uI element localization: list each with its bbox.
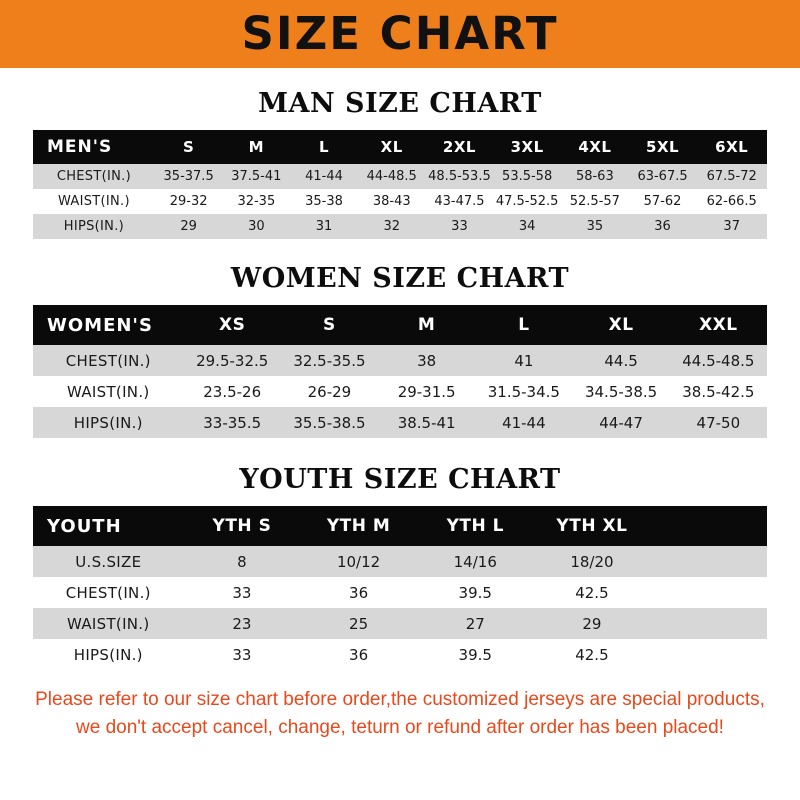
- man-row-2-cell-8: 37: [723, 219, 740, 234]
- man-row-0-cell-5: 53.5-58: [502, 169, 553, 184]
- man-row-1-cell-5: 47.5-52.5: [495, 194, 559, 209]
- man-header-row: [33, 130, 767, 164]
- man-row-2-cell-2: 31: [315, 219, 333, 234]
- man-header-cell-1: S: [182, 138, 195, 156]
- man-row-1-cell-1: 32-35: [237, 194, 276, 209]
- youth-header-cell-4: YTH XL: [556, 516, 628, 536]
- youth-row-1-cell-2: 39.5: [458, 583, 492, 602]
- women-row-1-cell-2: 29-31.5: [397, 382, 456, 401]
- women-table-body: [33, 345, 767, 438]
- women-row-1-cell-0: 23.5-26: [203, 382, 262, 401]
- women-row-2-cell-0: 33-35.5: [203, 413, 262, 432]
- youth-header-cell-2: YTH M: [326, 516, 391, 536]
- youth-row-2-cell-4: [650, 608, 767, 639]
- man-row-0-cell-7: 63-67.5: [637, 169, 688, 184]
- man-row-2-cell-4: 33: [451, 219, 468, 234]
- man-row-1-label: WAIST(IN.): [57, 194, 130, 209]
- youth-row-3-cell-1: 36: [349, 645, 369, 664]
- youth-header-cell-3: YTH L: [446, 516, 504, 536]
- youth-row-0-cell-4: [650, 546, 767, 577]
- man-row-0-cell-8: 67.5-72: [706, 169, 757, 184]
- women-row-2-cell-2: 38.5-41: [397, 413, 456, 432]
- man-section-title: MAN SIZE CHART: [258, 88, 542, 119]
- man-row-2-cell-7: 36: [654, 219, 671, 234]
- man-header-cell-3: L: [319, 138, 330, 156]
- header-banner: [0, 0, 800, 68]
- youth-row-0-label: U.S.SIZE: [75, 552, 142, 571]
- man-row-1-cell-4: 43-47.5: [434, 194, 485, 209]
- table-row: [33, 639, 767, 670]
- women-row-0-cell-4: 44.5: [604, 351, 638, 370]
- women-header-cell-4: L: [518, 315, 530, 335]
- youth-row-1-cell-4: [650, 577, 767, 608]
- page-title: SIZE CHART: [241, 7, 559, 60]
- women-header-cell-2: S: [323, 315, 336, 335]
- women-header-row: [33, 305, 767, 345]
- youth-row-0-cell-0: 8: [237, 552, 247, 571]
- man-header-cell-0: MEN'S: [47, 137, 113, 157]
- women-header-cell-5: XL: [608, 315, 634, 335]
- youth-row-3-label: HIPS(IN.): [73, 645, 143, 664]
- man-row-2-cell-6: 35: [586, 219, 604, 234]
- youth-header-row: [33, 506, 767, 546]
- women-row-1-cell-3: 31.5-34.5: [487, 382, 560, 401]
- youth-row-0-cell-2: 14/16: [453, 552, 497, 571]
- youth-row-2-label: WAIST(IN.): [67, 614, 150, 633]
- man-row-1-cell-8: 62-66.5: [706, 194, 757, 209]
- women-row-1-cell-4: 34.5-38.5: [584, 382, 658, 401]
- women-row-0-cell-5: 44.5-48.5: [682, 351, 755, 370]
- women-row-2-cell-1: 35.5-38.5: [293, 413, 366, 432]
- youth-row-1-cell-1: 36: [349, 583, 369, 602]
- women-section-title: WOMEN SIZE CHART: [230, 263, 570, 294]
- women-header-cell-0: WOMEN'S: [47, 314, 153, 336]
- banner-band-left: [0, 0, 120, 68]
- youth-header-cell-1: YTH S: [212, 516, 272, 536]
- table-row: [33, 376, 767, 407]
- youth-row-2-cell-1: 25: [349, 614, 369, 633]
- women-size-table: [33, 305, 767, 438]
- man-row-2-cell-3: 32: [383, 219, 401, 234]
- women-row-2-label: HIPS(IN.): [73, 413, 143, 432]
- youth-row-2-cell-2: 27: [465, 614, 485, 633]
- youth-row-3-cell-2: 39.5: [458, 645, 492, 664]
- table-row: [33, 345, 767, 376]
- women-row-2-cell-4: 44-47: [599, 413, 643, 432]
- table-row: [33, 577, 767, 608]
- women-row-0-label: CHEST(IN.): [65, 351, 151, 370]
- youth-row-1-cell-3: 42.5: [575, 583, 609, 602]
- man-header-cell-8: 5XL: [646, 138, 680, 156]
- youth-row-1-cell-0: 33: [232, 583, 252, 602]
- table-row: [33, 189, 767, 214]
- table-row: [33, 546, 767, 577]
- youth-header-cell-5: [650, 506, 767, 546]
- women-row-1-cell-1: 26-29: [307, 382, 352, 401]
- man-row-2-cell-1: 30: [248, 219, 265, 234]
- man-row-1-cell-6: 52.5-57: [569, 194, 620, 209]
- youth-header-cell-0: YOUTH: [47, 515, 122, 537]
- youth-row-2-cell-0: 23: [232, 614, 252, 633]
- youth-chart-wrapper: [0, 506, 800, 670]
- man-row-1-cell-7: 57-62: [643, 194, 682, 209]
- footer-note-line-1: Please refer to our size chart before order,the customized jerseys are special products,: [35, 689, 765, 710]
- man-header-cell-2: M: [248, 138, 265, 156]
- man-table-body: [33, 164, 767, 239]
- women-row-0-cell-3: 41: [514, 351, 534, 370]
- women-table-head: [33, 305, 767, 345]
- women-header-cell-6: XXL: [699, 315, 738, 335]
- youth-row-1-label: CHEST(IN.): [65, 583, 151, 602]
- youth-size-table: [33, 506, 767, 670]
- table-row: [33, 214, 767, 239]
- man-row-1-cell-3: 38-43: [372, 194, 411, 209]
- footer-note-line-2: we don't accept cancel, change, teturn or refund after order has been placed!: [76, 717, 724, 738]
- youth-section-title: YOUTH SIZE CHART: [239, 464, 561, 495]
- man-row-0-cell-6: 58-63: [575, 169, 614, 184]
- table-row: [33, 164, 767, 189]
- man-row-2-cell-5: 34: [518, 219, 536, 234]
- man-row-0-cell-3: 44-48.5: [366, 169, 417, 184]
- man-row-1-cell-2: 35-38: [305, 194, 343, 209]
- man-row-1-cell-0: 29-32: [169, 194, 208, 209]
- man-row-0-cell-4: 48.5-53.5: [428, 169, 491, 184]
- women-header-cell-1: XS: [219, 315, 246, 335]
- youth-row-0-cell-1: 10/12: [336, 552, 381, 571]
- man-size-table: [33, 130, 767, 239]
- youth-row-3-cell-4: [650, 639, 767, 670]
- man-table-head: [33, 130, 767, 164]
- man-row-0-cell-1: 37.5-41: [231, 169, 282, 184]
- youth-row-2-cell-3: 29: [582, 614, 602, 633]
- women-row-2-cell-5: 47-50: [696, 413, 741, 432]
- man-header-cell-6: 3XL: [510, 138, 544, 156]
- women-row-1-label: WAIST(IN.): [67, 382, 150, 401]
- man-row-0-cell-2: 41-44: [305, 169, 343, 184]
- man-row-0-label: CHEST(IN.): [56, 169, 131, 184]
- women-row-0-cell-1: 32.5-35.5: [293, 351, 366, 370]
- youth-table-body: [33, 546, 767, 670]
- man-header-cell-9: 6XL: [715, 138, 749, 156]
- table-row: [33, 608, 767, 639]
- women-chart-wrapper: [0, 305, 800, 438]
- man-row-0-cell-0: 35-37.5: [163, 169, 214, 184]
- man-chart-wrapper: [0, 130, 800, 239]
- man-header-cell-7: 4XL: [578, 138, 612, 156]
- youth-row-3-cell-3: 42.5: [575, 645, 609, 664]
- man-header-cell-5: 2XL: [442, 138, 476, 156]
- man-row-2-label: HIPS(IN.): [63, 219, 125, 234]
- footer-note: [0, 686, 800, 742]
- man-row-2-cell-0: 29: [180, 219, 197, 234]
- banner-band-right: [680, 0, 800, 68]
- table-row: [33, 407, 767, 438]
- youth-row-3-cell-0: 33: [232, 645, 252, 664]
- youth-table-head: [33, 506, 767, 546]
- women-header-cell-3: M: [417, 315, 436, 335]
- man-header-cell-4: XL: [380, 138, 403, 156]
- women-row-2-cell-3: 41-44: [502, 413, 546, 432]
- women-row-1-cell-5: 38.5-42.5: [682, 382, 755, 401]
- women-row-0-cell-0: 29.5-32.5: [196, 351, 269, 370]
- women-row-0-cell-2: 38: [417, 351, 437, 370]
- youth-row-0-cell-3: 18/20: [570, 552, 614, 571]
